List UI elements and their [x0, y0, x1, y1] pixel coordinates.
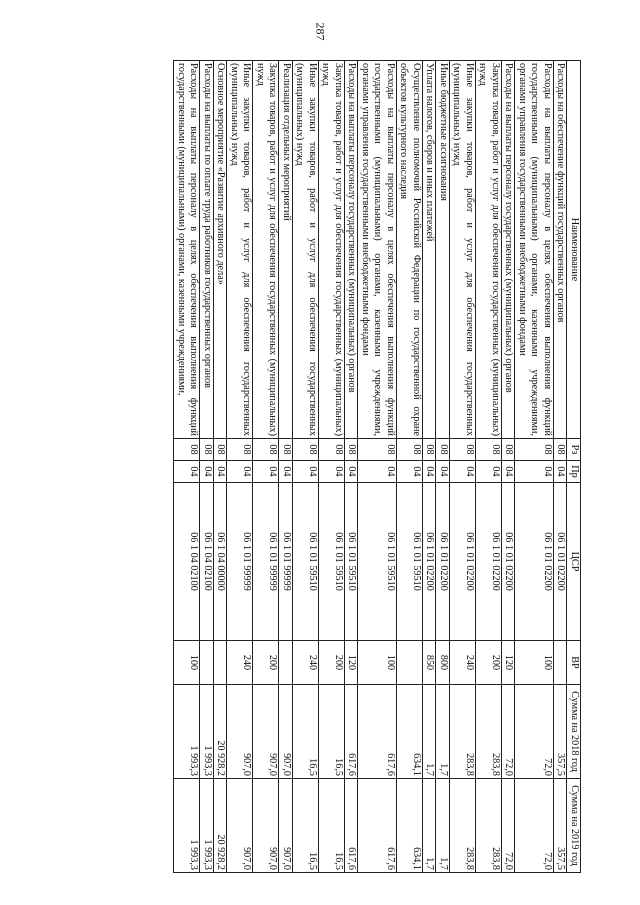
row-rz: 08 — [423, 439, 437, 461]
row-sum-2018: 283,8 — [476, 685, 502, 779]
row-rz: 08 — [319, 439, 345, 461]
table-row — [227, 61, 253, 873]
row-name: Расходы на выплаты персоналу в целях обеспечения выполнения функций государственными (муниципальными) органами, казенными учреждениями, — [174, 61, 200, 439]
row-pr: 04 — [358, 461, 397, 483]
table-row — [345, 61, 359, 873]
row-pr: 04 — [319, 461, 345, 483]
row-pr: 04 — [293, 461, 319, 483]
row-sum-2018: 907,0 — [279, 685, 293, 779]
row-rz: 08 — [345, 439, 359, 461]
row-csr: 06 1 01 99999 — [227, 483, 253, 641]
table-row — [554, 61, 568, 873]
row-name: Расходы на обеспечение функций государственных органов — [554, 61, 568, 439]
row-vr: 240 — [293, 641, 319, 685]
row-vr — [554, 641, 568, 685]
row-pr: 04 — [436, 461, 450, 483]
row-sum-2018: 907,0 — [227, 685, 253, 779]
row-rz: 08 — [358, 439, 397, 461]
row-name: Расходы на выплаты персоналу государственных (муниципальных) органов — [345, 61, 359, 439]
row-name: Расходы на выплаты персоналу в целях обеспечения выполнения функций государственными (муниципальными) органами, казенными учреждениями, органами управления государственными внебюджетными фондами — [358, 61, 397, 439]
row-sum-2019: 907,0 — [227, 779, 253, 873]
row-sum-2019: 20 928,2 — [214, 779, 228, 873]
header-vr: ВР — [567, 641, 581, 685]
table-body — [174, 61, 567, 873]
row-name: Расходы на выплаты персоналу в целях обеспечения выполнения функций государственными (муниципальными) органами, казенными учреждениями, органами управления государственными внебюджетными фондами — [515, 61, 554, 439]
header-pr: Пр — [567, 461, 581, 483]
row-rz: 08 — [554, 439, 568, 461]
row-sum-2019: 1,7 — [436, 779, 450, 873]
row-sum-2019: 634,1 — [397, 779, 423, 873]
row-csr: 06 1 04 00000 — [214, 483, 228, 641]
row-pr: 04 — [423, 461, 437, 483]
row-csr: 06 1 01 02200 — [515, 483, 554, 641]
table-row — [397, 61, 423, 873]
row-rz: 08 — [279, 439, 293, 461]
row-vr: 240 — [227, 641, 253, 685]
header-row — [567, 61, 581, 873]
row-sum-2019: 283,8 — [476, 779, 502, 873]
row-sum-2018: 16,5 — [293, 685, 319, 779]
budget-table — [174, 60, 582, 873]
row-pr: 04 — [214, 461, 228, 483]
table-row — [214, 61, 228, 873]
row-rz: 08 — [436, 439, 450, 461]
row-sum-2019: 1 993,3 — [200, 779, 214, 873]
header-csr: ЦСР — [567, 483, 581, 641]
row-sum-2018: 1 993,3 — [200, 685, 214, 779]
row-csr: 06 1 04 02100 — [200, 483, 214, 641]
row-sum-2019: 1 993,3 — [174, 779, 200, 873]
row-csr: 06 1 01 59510 — [397, 483, 423, 641]
row-vr — [397, 641, 423, 685]
row-sum-2019: 16,5 — [319, 779, 345, 873]
table-row — [423, 61, 437, 873]
table-row — [436, 61, 450, 873]
row-sum-2019: 16,5 — [293, 779, 319, 873]
row-sum-2019: 617,6 — [345, 779, 359, 873]
table-row — [358, 61, 397, 873]
row-pr: 04 — [174, 461, 200, 483]
row-sum-2019: 72,0 — [502, 779, 516, 873]
row-vr: 800 — [436, 641, 450, 685]
row-pr: 04 — [515, 461, 554, 483]
rotated-page — [65, 60, 581, 872]
row-rz: 08 — [174, 439, 200, 461]
row-csr: 06 1 01 02200 — [502, 483, 516, 641]
row-csr: 06 1 01 02200 — [436, 483, 450, 641]
row-sum-2018: 16,5 — [319, 685, 345, 779]
row-rz: 08 — [450, 439, 476, 461]
row-rz: 08 — [227, 439, 253, 461]
header-name: Наименование — [567, 61, 581, 439]
table-row — [502, 61, 516, 873]
row-sum-2019: 907,0 — [253, 779, 279, 873]
row-name: Уплата налогов, сборов и иных платежей — [423, 61, 437, 439]
row-vr: 200 — [476, 641, 502, 685]
row-sum-2018: 72,0 — [502, 685, 516, 779]
row-name: Закупка товаров, работ и услуг для обеспечения государственных (муниципальных) нужд — [319, 61, 345, 439]
row-rz: 08 — [253, 439, 279, 461]
row-sum-2019: 907,0 — [279, 779, 293, 873]
row-name: Иные закупки товаров, работ и услуг для обеспечения государственных (муниципальных) нужд — [450, 61, 476, 439]
table-row — [476, 61, 502, 873]
row-pr: 04 — [476, 461, 502, 483]
table-row — [279, 61, 293, 873]
row-name: Расходы на выплаты по оплате труда работников государственных органов — [200, 61, 214, 439]
row-vr: 100 — [515, 641, 554, 685]
row-sum-2018: 1,7 — [436, 685, 450, 779]
row-sum-2019: 617,6 — [358, 779, 397, 873]
row-rz: 08 — [515, 439, 554, 461]
row-sum-2018: 357,5 — [554, 685, 568, 779]
row-name: Реализация отдельных мероприятий — [279, 61, 293, 439]
row-sum-2018: 20 928,2 — [214, 685, 228, 779]
header-sum-2018: Сумма на 2018 год — [567, 685, 581, 779]
row-rz: 08 — [502, 439, 516, 461]
row-vr: 200 — [253, 641, 279, 685]
row-pr: 04 — [227, 461, 253, 483]
row-csr: 06 1 01 02200 — [450, 483, 476, 641]
row-name: Иные закупки товаров, работ и услуг для обеспечения государственных (муниципальных) нужд — [227, 61, 253, 439]
row-vr: 120 — [345, 641, 359, 685]
row-sum-2019: 1,7 — [423, 779, 437, 873]
row-csr: 06 1 01 99999 — [279, 483, 293, 641]
row-sum-2019: 283,8 — [450, 779, 476, 873]
page-number: 287 — [313, 22, 328, 41]
table-row — [200, 61, 214, 873]
row-csr: 06 1 04 02100 — [174, 483, 200, 641]
row-sum-2018: 283,8 — [450, 685, 476, 779]
row-vr — [279, 641, 293, 685]
row-csr: 06 1 01 02200 — [476, 483, 502, 641]
table-row — [450, 61, 476, 873]
row-pr: 04 — [397, 461, 423, 483]
row-sum-2018: 617,6 — [345, 685, 359, 779]
row-rz: 08 — [293, 439, 319, 461]
header-sum-2019: Сумма на 2019 год — [567, 779, 581, 873]
row-name: Осуществление полномочий Российской Федерации по государственной охране объектов культурного наследия — [397, 61, 423, 439]
row-sum-2018: 617,6 — [358, 685, 397, 779]
row-sum-2018: 1,7 — [423, 685, 437, 779]
row-pr: 04 — [200, 461, 214, 483]
table-row — [253, 61, 279, 873]
row-sum-2019: 357,5 — [554, 779, 568, 873]
row-rz: 08 — [214, 439, 228, 461]
table-row — [174, 61, 200, 873]
row-name: Иные закупки товаров, работ и услуг для обеспечения государственных (муниципальных) нужд — [293, 61, 319, 439]
row-name: Основное мероприятие «Развитие архивного дела» — [214, 61, 228, 439]
row-name: Расходы на выплаты персоналу государственных (муниципальных) органов — [502, 61, 516, 439]
table-row — [515, 61, 554, 873]
row-csr: 06 1 01 59510 — [345, 483, 359, 641]
row-pr: 04 — [554, 461, 568, 483]
row-pr: 04 — [345, 461, 359, 483]
row-rz: 08 — [200, 439, 214, 461]
row-vr: 240 — [450, 641, 476, 685]
row-name: Закупка товаров, работ и услуг для обеспечения государственных (муниципальных) нужд — [476, 61, 502, 439]
row-rz: 08 — [476, 439, 502, 461]
row-name: Закупка товаров, работ и услуг для обеспечения государственных (муниципальных) нужд — [253, 61, 279, 439]
row-vr: 100 — [174, 641, 200, 685]
row-vr: 200 — [319, 641, 345, 685]
row-vr: 850 — [423, 641, 437, 685]
row-csr: 06 1 01 59510 — [293, 483, 319, 641]
row-sum-2018: 72,0 — [515, 685, 554, 779]
row-pr: 04 — [450, 461, 476, 483]
row-vr: 100 — [358, 641, 397, 685]
row-pr: 04 — [253, 461, 279, 483]
row-sum-2018: 634,1 — [397, 685, 423, 779]
row-csr: 06 1 01 02200 — [554, 483, 568, 641]
header-rz: Рз — [567, 439, 581, 461]
row-name: Иные бюджетные ассигнования — [436, 61, 450, 439]
row-vr: 120 — [502, 641, 516, 685]
row-vr — [200, 641, 214, 685]
row-csr: 06 1 01 59510 — [358, 483, 397, 641]
row-sum-2018: 907,0 — [253, 685, 279, 779]
row-rz: 08 — [397, 439, 423, 461]
row-sum-2019: 72,0 — [515, 779, 554, 873]
row-vr — [214, 641, 228, 685]
table-row — [293, 61, 319, 873]
row-csr: 06 1 01 02200 — [423, 483, 437, 641]
row-pr: 04 — [279, 461, 293, 483]
table-row — [319, 61, 345, 873]
row-pr: 04 — [502, 461, 516, 483]
row-csr: 06 1 01 59510 — [319, 483, 345, 641]
row-sum-2018: 1 993,3 — [174, 685, 200, 779]
row-csr: 06 1 01 99999 — [253, 483, 279, 641]
